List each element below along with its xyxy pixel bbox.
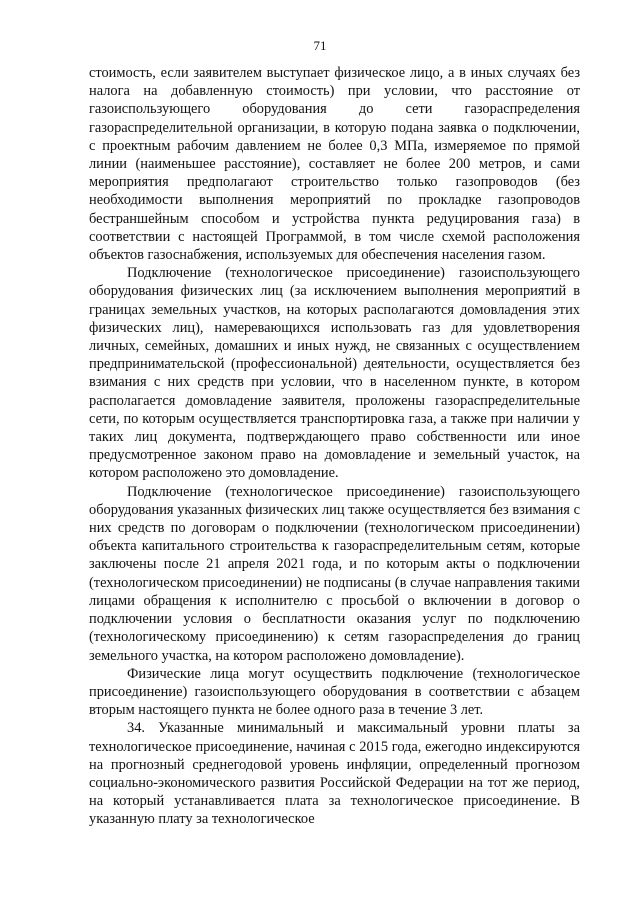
paragraph-free-connection: Подключение (технологическое присоединение) газоиспользующего оборудования физических лиц (за исключением выполнения мероприятий в границах земельных участков, на которых располагаются домовладения этих физических лиц), намеревающихся использовать газ для удовлетворения личных, семейных, домашних и иных нужд, не связанных с осуществлением предпринимательской (профессиональной) деятельности, осуществляется без взимания с них средств при условии, что в населенном пункте, в котором располагается домовладение заявителя, проложены газораспределительные сети, по которым осуществляется транспортировка газа, а также при наличии у таких лиц документа, подтверждающего право собственности или иное предусмотренное законом право на домовладение и земельный участок, на котором расположено это домовладение. [89, 265, 580, 482]
document-body [89, 64, 580, 829]
paragraph-item-34: 34. Указанные минимальный и максимальный уровни платы за технологическое присоединение, начиная с 2015 года, ежегодно индексируются на прогнозный среднегодовой уровень инфляции, определенный прогнозом социально-экономического развития Российской Федерации на тот же период, на который устанавливается плата за технологическое присоединение. В указанную плату за технологическое [89, 720, 580, 828]
page-number: 71 [313, 38, 327, 53]
paragraph-contracts-after-2021: Подключение (технологическое присоединение) газоиспользующего оборудования указанных физических лиц также осуществляется без взимания с них средств по договорам о подключении (технологическом присоединении) объекта капитального строительства к газораспределительным сетям, которые заключены после 21 апреля 2021 года, и по которым акты о подключении (технологическом присоединении) не подписаны (в случае направления такими лицами обращения к исполнителю с просьбой о включении в договор о подключении условия о бесплатности оказания услуг по подключению (технологическому присоединению) к сетям газораспределения до границ земельного участка, на котором расположено домовладение). [89, 483, 580, 664]
paragraph-once-in-3-years: Физические лица могут осуществить подключение (технологическое присоединение) газоиспользующего оборудования в соответствии с абзацем вторым настоящего пункта не более одного раза в течение 3 лет. [89, 665, 580, 719]
paragraph-continued: стоимость, если заявителем выступает физическое лицо, а в иных случаях без налога на добавленную стоимость) при условии, что расстояние от газоиспользующего оборудования до сети газораспределения газораспределительной организации, в которую подана заявка о подключении, с проектным рабочим давлением не более 0,3 МПа, измеряемое по прямой линии (наименьшее расстояние), составляет не более 200 метров, и сами мероприятия предполагают строительство только газопроводов (без необходимости выполнения мероприятий по прокладке газопроводов бестраншейным способом и устройства пункта редуцирования газа) в соответствии с настоящей Программой, в том числе схемой расположения объектов газоснабжения, используемых для обеспечения населения газом. [89, 65, 580, 264]
